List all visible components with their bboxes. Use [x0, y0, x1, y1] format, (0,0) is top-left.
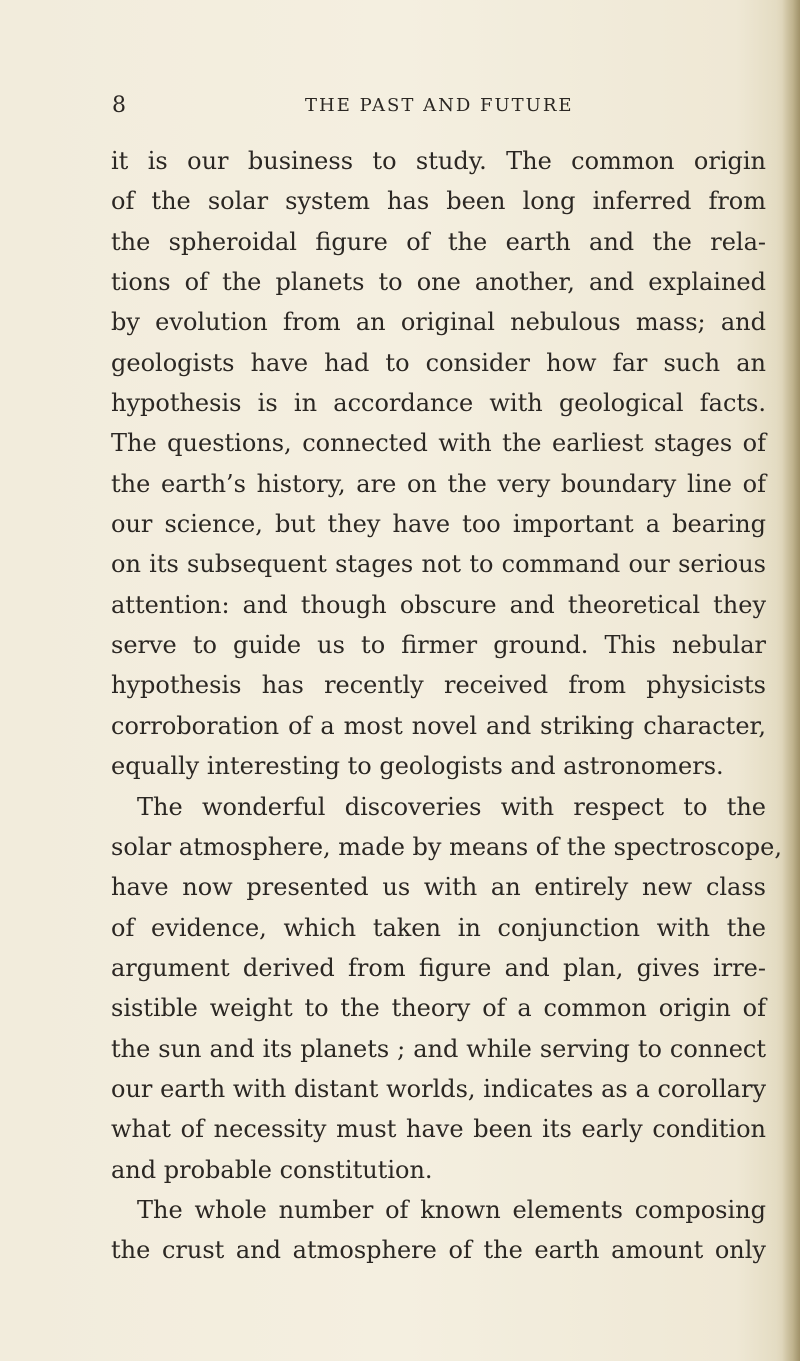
text-line: tions of the planets to one another, and explained — [111, 268, 766, 297]
text-line: of the solar system has been long inferred from — [111, 187, 766, 216]
text-line: our earth with distant worlds, indicates as a corollary — [111, 1074, 766, 1103]
text-line: serve to guide us to firmer ground. This nebular — [111, 631, 766, 660]
text-line: the sun and its planets ; and while serving to connect — [111, 1034, 766, 1063]
text-line: argument derived from figure and plan, gives irre- — [111, 953, 766, 982]
text-line: sistible weight to the theory of a common origin of — [111, 994, 766, 1023]
text-line: the spheroidal figure of the earth and the rela- — [111, 227, 766, 256]
text-line: of evidence, which taken in conjunction with the — [111, 913, 766, 942]
text-line: it is our business to study. The common origin — [111, 147, 766, 175]
body-text — [111, 141, 782, 1271]
page-edge-shadow — [782, 0, 800, 1361]
text-line: by evolution from an original nebulous mass; and — [111, 308, 766, 337]
text-line: hypothesis is in accordance with geological facts. — [111, 389, 766, 418]
text-line: attention: and though obscure and theoretical they — [111, 590, 766, 619]
paragraph-start-line: The whole number of known elements composing — [137, 1195, 766, 1224]
text-line: hypothesis has recently received from physicists — [111, 671, 766, 700]
text-line: the earth’s history, are on the very boundary line of — [111, 469, 766, 498]
text-line: and probable constitution. — [111, 1155, 433, 1184]
page-header — [0, 93, 800, 123]
paragraph-start-line: The wonderful discoveries with respect to the — [137, 792, 766, 821]
text-line: on its subsequent stages not to command our serious — [111, 550, 766, 579]
text-line: equally interesting to geologists and astronomers. — [111, 752, 724, 781]
text-line: geologists have had to consider how far such an — [111, 348, 766, 377]
text-line: have now presented us with an entirely new class — [111, 873, 766, 902]
text-line: the crust and atmosphere of the earth amount only — [111, 1236, 766, 1265]
text-line: corroboration of a most novel and striking character, — [111, 711, 766, 740]
text-line: solar atmosphere, made by means of the spectroscope, — [111, 832, 782, 861]
text-line: what of necessity must have been its early condition — [111, 1115, 766, 1144]
text-line: The questions, connected with the earliest stages of — [111, 429, 766, 458]
running-head: THE PAST AND FUTURE — [305, 95, 574, 116]
text-line: our science, but they have too important a bearing — [111, 510, 766, 539]
page-number: 8 — [112, 93, 126, 118]
